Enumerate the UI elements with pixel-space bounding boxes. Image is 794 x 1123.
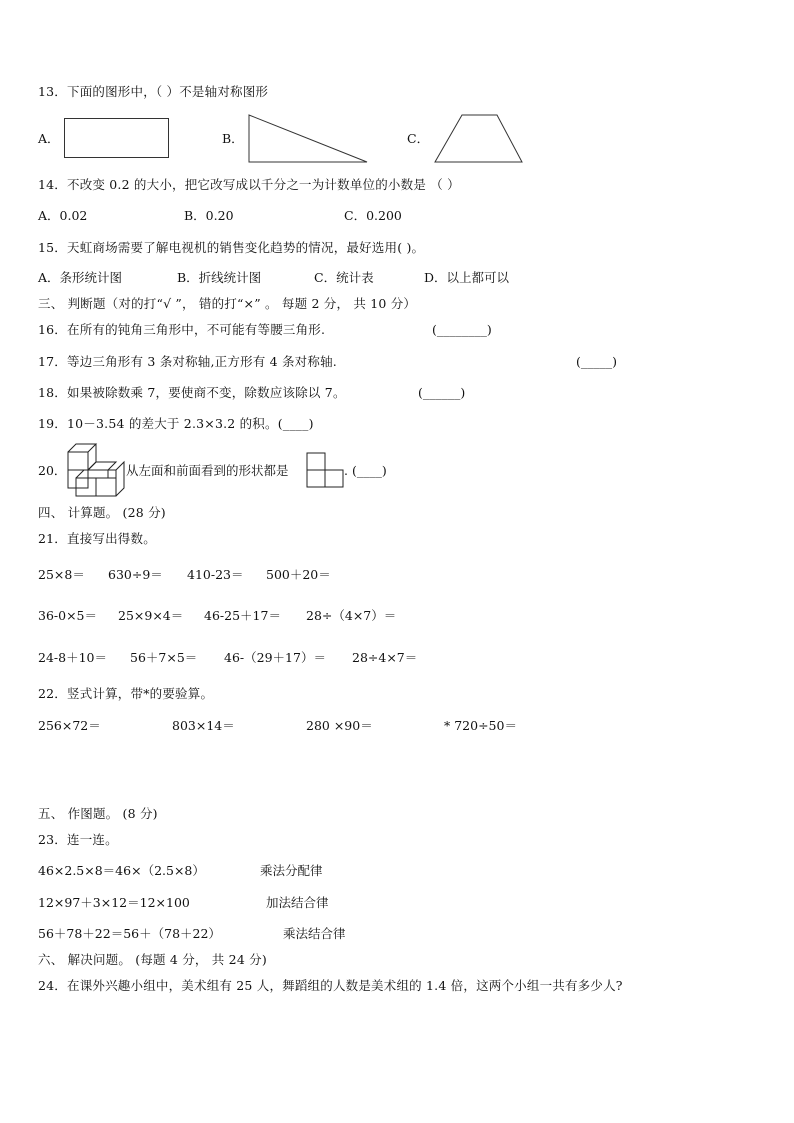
q13-option-a-label: A． <box>38 131 60 146</box>
q23-left-item: 12×97＋3×12＝12×100 <box>38 895 190 910</box>
q14-text: 14．不改变 0.2 的大小，把它改写成以千分之一为计数单位的小数是 （ ） <box>38 177 460 192</box>
q21-item: 630÷9＝ <box>108 567 163 582</box>
q22-item: 280 ×90＝ <box>306 718 373 733</box>
q14-option-a: A．0.02 <box>38 208 88 223</box>
section-4-heading: 四、 计算题。 (28 分) <box>38 505 166 520</box>
q21-item: 28÷4×7＝ <box>352 650 418 665</box>
q21-item: 24-8＋10＝ <box>38 650 107 665</box>
q18-answer-blank: (______) <box>418 385 466 400</box>
q22-item: 803×14＝ <box>172 718 235 733</box>
q22-item: * 720÷50＝ <box>444 718 517 733</box>
q23-left-item: 56＋78＋22＝56＋（78＋22） <box>38 926 221 941</box>
q21-item: 410-23＝ <box>187 567 244 582</box>
q17-text: 17．等边三角形有 3 条对称轴,正方形有 4 条对称轴. <box>38 354 337 369</box>
q16-text: 16．在所有的钝角三角形中，不可能有等腰三角形. <box>38 322 326 337</box>
q23-title: 23．连一连。 <box>38 832 118 847</box>
q15-option-a: A．条形统计图 <box>38 270 123 285</box>
q24-text: 24．在课外兴趣小组中，美术组有 25 人，舞蹈组的人数是美术组的 1.4 倍，这两个小组一共有多少人? <box>38 978 623 993</box>
isosceles-trapezoid-figure <box>434 114 524 164</box>
right-triangle-figure <box>248 114 370 164</box>
q13-text: 13．下面的图形中，（ ）不是轴对称图形 <box>38 84 269 99</box>
cube-stack-figure <box>64 440 126 500</box>
q13-option-c-label: C． <box>407 131 430 146</box>
q21-item: 46-（29＋17）＝ <box>224 650 326 665</box>
q21-item: 46-25＋17＝ <box>204 608 281 623</box>
q21-item: 28÷（4×7）＝ <box>306 608 397 623</box>
q15-option-b: B．折线统计图 <box>177 270 262 285</box>
q17-answer-blank: (_____) <box>576 354 618 369</box>
q22-item: 256×72＝ <box>38 718 101 733</box>
q15-option-c: C．统计表 <box>314 270 374 285</box>
q21-item: 500＋20＝ <box>266 567 331 582</box>
q19-text: 19．10－3.54 的差大于 2.3×3.2 的积。(____) <box>38 416 314 431</box>
q16-answer-blank: (________) <box>432 322 492 337</box>
view-shape-figure <box>306 452 346 490</box>
rectangle-figure <box>64 118 170 160</box>
q21-item: 25×8＝ <box>38 567 85 582</box>
q18-text: 18．如果被除数乘 7，要使商不变，除数应该除以 7。 <box>38 385 346 400</box>
q23-left-item: 46×2.5×8＝46×（2.5×8） <box>38 863 205 878</box>
q14-option-c: C．0.200 <box>344 208 402 223</box>
q23-right-item: 乘法结合律 <box>283 926 346 941</box>
q21-item: 56＋7×5＝ <box>130 650 198 665</box>
q23-right-item: 乘法分配律 <box>260 863 323 878</box>
q13-option-b-label: B． <box>222 131 244 146</box>
q21-item: 25×9×4＝ <box>118 608 184 623</box>
section-6-heading: 六、 解决问题。 (每题 4 分， 共 24 分) <box>38 952 267 967</box>
q21-item: 36-0×5＝ <box>38 608 98 623</box>
q20-number: 20． <box>38 463 67 478</box>
q22-title: 22．竖式计算，带*的要验算。 <box>38 686 214 701</box>
q14-option-b: B．0.20 <box>184 208 234 223</box>
q20-tail: . (____) <box>344 463 387 478</box>
q15-option-d: D．以上都可以 <box>424 270 510 285</box>
section-3-heading: 三、 判断题（对的打“√ ”， 错的打“×” 。 每题 2 分， 共 10 分） <box>38 296 417 311</box>
q23-right-item: 加法结合律 <box>266 895 329 910</box>
section-5-heading: 五、 作图题。 (8 分) <box>38 806 158 821</box>
q21-title: 21．直接写出得数。 <box>38 531 156 546</box>
q20-text: 从左面和前面看到的形状都是 <box>126 463 289 478</box>
q15-text: 15．天虹商场需要了解电视机的销售变化趋势的情况，最好选用( )。 <box>38 240 425 255</box>
